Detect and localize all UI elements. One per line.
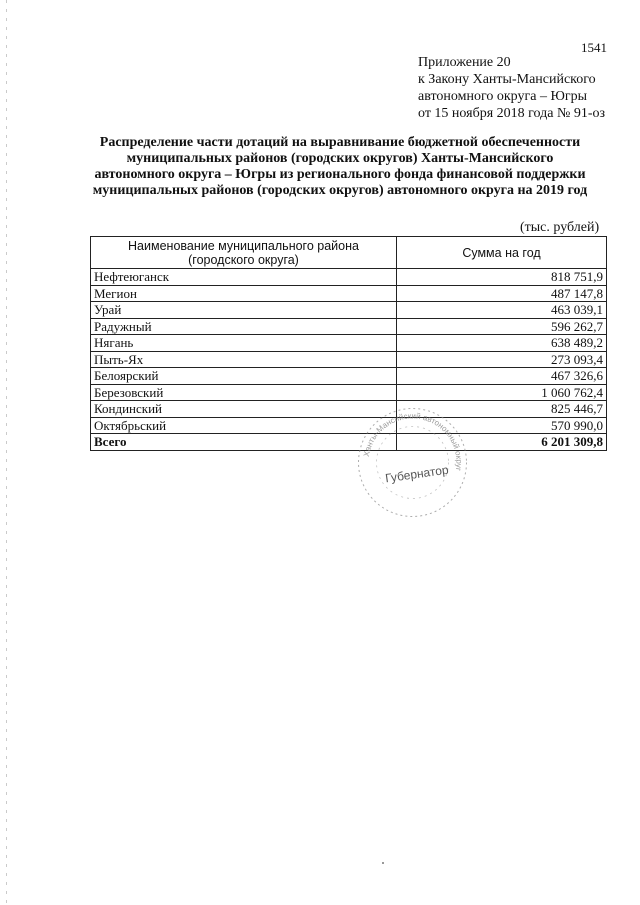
municipality-name: Белоярский [91,368,397,385]
stamp-icon [355,405,470,520]
appendix-line: Приложение 20 [418,55,511,70]
scan-dot [382,862,384,864]
table-row [91,368,607,385]
stamp-ring-text: Ханты-Мансийский автономный округ [361,411,464,472]
header-line: Наименование муниципального района [128,238,359,253]
municipality-name: Октябрьский [91,417,397,434]
appendix-reference [418,54,605,122]
total-row [91,434,607,451]
table-row [91,285,607,302]
table-row [91,351,607,368]
appendix-line: автономного округа – Югры [418,89,587,104]
document-title [60,135,620,199]
annual-sum: 273 093,4 [397,351,607,368]
title-line: муниципальных районов (городских округов) Ханты-Мансийского [126,151,554,166]
table-row [91,401,607,418]
table-row [91,417,607,434]
municipality-name: Березовский [91,384,397,401]
annual-sum: 1 060 762,4 [397,384,607,401]
annual-sum: 467 326,6 [397,368,607,385]
municipality-name: Мегион [91,285,397,302]
title-line: муниципальных районов (городских округов) автономного округа на 2019 год [92,183,588,198]
municipality-name: Урай [91,302,397,319]
annual-sum: 596 262,7 [397,318,607,335]
annual-sum: 463 039,1 [397,302,607,319]
appendix-line: к Закону Ханты-Мансийского [418,72,596,87]
table-row [91,335,607,352]
header-annual-sum: Сумма на год [397,237,607,269]
annual-sum: 570 990,0 [397,417,607,434]
annual-sum: 638 489,2 [397,335,607,352]
title-line: автономного округа – Югры из регионального фонда финансовой поддержки [94,167,586,182]
header-line: (городского округа) [188,252,299,267]
governor-stamp [355,405,470,520]
municipality-name: Кондинский [91,401,397,418]
title-line: Распределение части дотаций на выравнивание бюджетной обеспеченности [99,135,581,150]
total-sum: 6 201 309,8 [397,434,607,451]
units-label: (тыс. рублей) [520,220,600,235]
table-row [91,302,607,319]
annual-sum: 818 751,9 [397,269,607,286]
scan-edge [6,0,7,905]
page-number: 1541 [581,40,607,55]
municipality-name: Нягань [91,335,397,352]
header-municipality [91,237,397,269]
stamp-center-text: Губернатор [384,462,450,486]
municipality-name: Пыть-Ях [91,351,397,368]
table-row [91,318,607,335]
annual-sum: 487 147,8 [397,285,607,302]
table-header-row [91,237,607,269]
table-row [91,384,607,401]
municipality-name: Нефтеюганск [91,269,397,286]
annual-sum: 825 446,7 [397,401,607,418]
total-label: Всего [91,434,397,451]
subsidy-table [90,236,607,451]
municipality-name: Радужный [91,318,397,335]
table-row [91,269,607,286]
appendix-line: от 15 ноября 2018 года № 91-оз [418,106,606,121]
